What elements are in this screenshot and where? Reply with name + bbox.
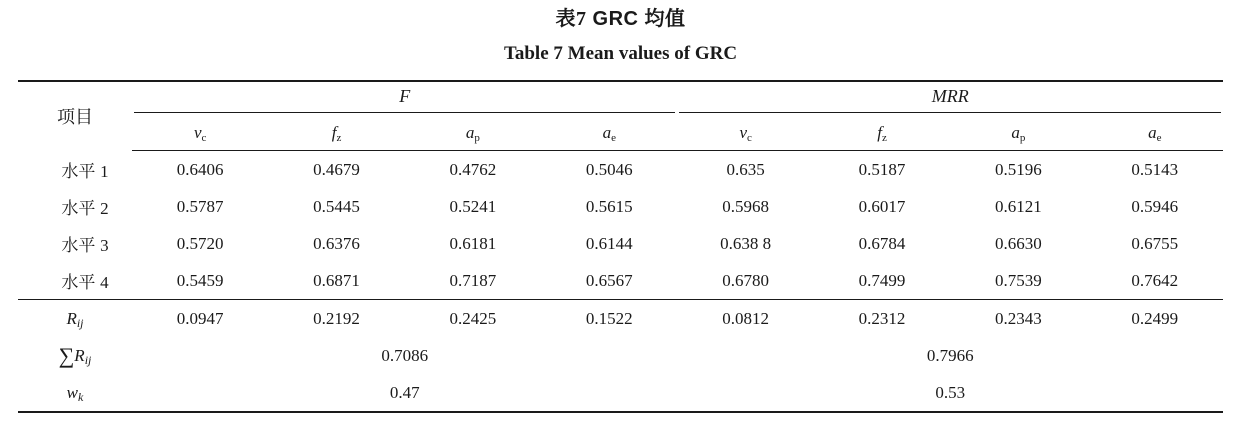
row-label-number: 3 xyxy=(100,236,109,255)
sub-header-subscript: p xyxy=(1019,132,1026,144)
table-row-wk xyxy=(18,374,1223,412)
cell-value: 0.5143 xyxy=(1131,159,1179,179)
cell-value: 0.7642 xyxy=(1087,262,1223,300)
table-row xyxy=(18,188,1223,225)
cell-value: 0.6144 xyxy=(585,233,633,253)
row-label-sum-rij xyxy=(18,337,132,374)
sub-header-mrr-ae xyxy=(1087,116,1223,151)
row-label-wk xyxy=(18,374,132,412)
row-label-subscript: ij xyxy=(84,352,92,367)
cell-value: 0.5196 xyxy=(995,159,1042,179)
table-title-chinese-number: 7 xyxy=(575,8,587,30)
sub-header-subscript: p xyxy=(474,132,480,144)
cell-value: 0.6780 xyxy=(677,262,813,300)
cell-value: 0.5187 xyxy=(858,159,906,179)
sub-header-f-ae xyxy=(541,116,677,151)
cell-value: 0.5787 xyxy=(176,196,224,216)
table-group-header-row xyxy=(18,81,1223,116)
sub-header-symbol: a xyxy=(1011,123,1020,142)
sub-header-symbol: f xyxy=(331,123,337,142)
cell-value: 0.635 xyxy=(726,159,765,179)
cell-value: 0.5046 xyxy=(585,159,633,179)
table-title-chinese xyxy=(18,6,1223,32)
sub-header-f-ap xyxy=(405,116,541,151)
cell-value: 0.5720 xyxy=(176,233,224,253)
cell-value: 0.5968 xyxy=(722,196,770,216)
cell-value: 0.6755 xyxy=(1131,233,1179,253)
cell-value: 0.0812 xyxy=(722,308,770,328)
row-label-text: 水平 xyxy=(61,236,96,255)
sub-header-symbol: a xyxy=(602,123,612,142)
row-label-subscript: k xyxy=(78,389,84,404)
row-label-text: 水平 xyxy=(61,199,96,218)
row-label-level-4 xyxy=(18,262,132,300)
sub-header-mrr-ap xyxy=(950,116,1086,151)
row-label-level-1 xyxy=(18,151,132,189)
sub-header-f-fz xyxy=(268,116,404,151)
row-label-rij xyxy=(18,300,132,338)
cell-value: 0.4762 xyxy=(449,159,497,179)
sub-header-subscript: e xyxy=(611,132,616,144)
row-label-level-3 xyxy=(18,225,132,262)
sub-header-symbol: a xyxy=(465,123,475,142)
cell-value: 0.6121 xyxy=(995,196,1042,216)
sub-header-subscript: c xyxy=(747,132,752,144)
group-header-mrr xyxy=(677,81,1223,116)
cell-value: 0.2312 xyxy=(858,308,906,328)
sub-header-symbol: f xyxy=(877,123,882,142)
table-title-chinese-prefix: 表 xyxy=(555,8,576,30)
sub-header-symbol: v xyxy=(739,123,747,142)
cell-value: 0.7499 xyxy=(814,262,950,300)
cell-value: 0.1522 xyxy=(585,308,633,328)
row-label-number: 4 xyxy=(100,273,109,292)
table-row xyxy=(18,262,1223,300)
table-title-chinese-text: GRC 均值 xyxy=(592,8,686,30)
row-label-number: 2 xyxy=(100,199,109,218)
row-label-symbol: R xyxy=(74,345,85,365)
cell-value-wk-f: 0.47 xyxy=(132,374,678,412)
cell-value: 0.6567 xyxy=(541,262,677,300)
cell-value: 0.5615 xyxy=(585,196,633,216)
table-row-rij xyxy=(18,300,1223,338)
cell-value: 0.6406 xyxy=(176,159,224,179)
cell-value: 0.6181 xyxy=(449,233,497,253)
table-row xyxy=(18,151,1223,189)
cell-value: 0.2343 xyxy=(995,308,1042,328)
group-header-mrr-label: MRR xyxy=(679,86,1221,113)
table-title-english: Table 7 Mean values of GRC xyxy=(503,43,738,64)
sub-header-mrr-fz xyxy=(814,116,950,151)
table-sub-header-row xyxy=(18,116,1223,151)
row-label-number: 1 xyxy=(100,161,109,181)
row-label-symbol: R xyxy=(66,308,77,328)
cell-value: 0.6017 xyxy=(858,196,906,216)
sub-header-subscript: z xyxy=(881,132,887,144)
cell-value: 0.5445 xyxy=(313,196,360,216)
sigma-icon: ∑ xyxy=(58,342,75,368)
cell-value-sum-f: 0.7086 xyxy=(381,345,429,365)
cell-value: 0.5241 xyxy=(449,196,497,216)
cell-value: 0.4679 xyxy=(313,159,360,179)
cell-value: 0.6630 xyxy=(995,233,1042,253)
grc-mean-values-table xyxy=(18,80,1223,413)
cell-value: 0.2192 xyxy=(313,308,360,328)
cell-value-wk-mrr: 0.53 xyxy=(677,374,1223,412)
cell-value-sum-mrr: 0.7966 xyxy=(926,345,974,365)
header-item-label: 项目 xyxy=(18,81,132,151)
cell-value: 0.6376 xyxy=(313,233,360,253)
sub-header-subscript: e xyxy=(1156,132,1162,144)
row-label-subscript: ij xyxy=(76,315,84,330)
sub-header-subscript: c xyxy=(201,132,207,144)
cell-value: 0.5459 xyxy=(132,262,268,300)
row-label-text: 水平 xyxy=(61,161,96,181)
cell-value: 0.7187 xyxy=(405,262,541,300)
cell-value: 0.2425 xyxy=(449,308,497,328)
row-label-level-2 xyxy=(18,188,132,225)
group-header-f-label: F xyxy=(134,86,676,113)
sub-header-symbol: a xyxy=(1148,123,1157,142)
sub-header-symbol: v xyxy=(193,123,202,142)
cell-value: 0.2499 xyxy=(1131,308,1179,328)
row-label-text: 水平 xyxy=(61,273,96,292)
table-row xyxy=(18,225,1223,262)
sub-header-subscript: z xyxy=(336,132,342,144)
group-header-f xyxy=(132,81,678,116)
sub-header-mrr-vc xyxy=(677,116,813,151)
cell-value: 0.6871 xyxy=(268,262,404,300)
cell-value: 0.7539 xyxy=(950,262,1086,300)
cell-value: 0.0947 xyxy=(176,308,224,328)
cell-value: 0.638 8 xyxy=(720,233,772,253)
table-row-sum-rij xyxy=(18,337,1223,374)
cell-value: 0.5946 xyxy=(1131,196,1179,216)
row-label-symbol: w xyxy=(66,382,78,402)
cell-value: 0.6784 xyxy=(858,233,906,253)
sub-header-f-vc xyxy=(132,116,268,151)
table-page xyxy=(0,6,1241,431)
